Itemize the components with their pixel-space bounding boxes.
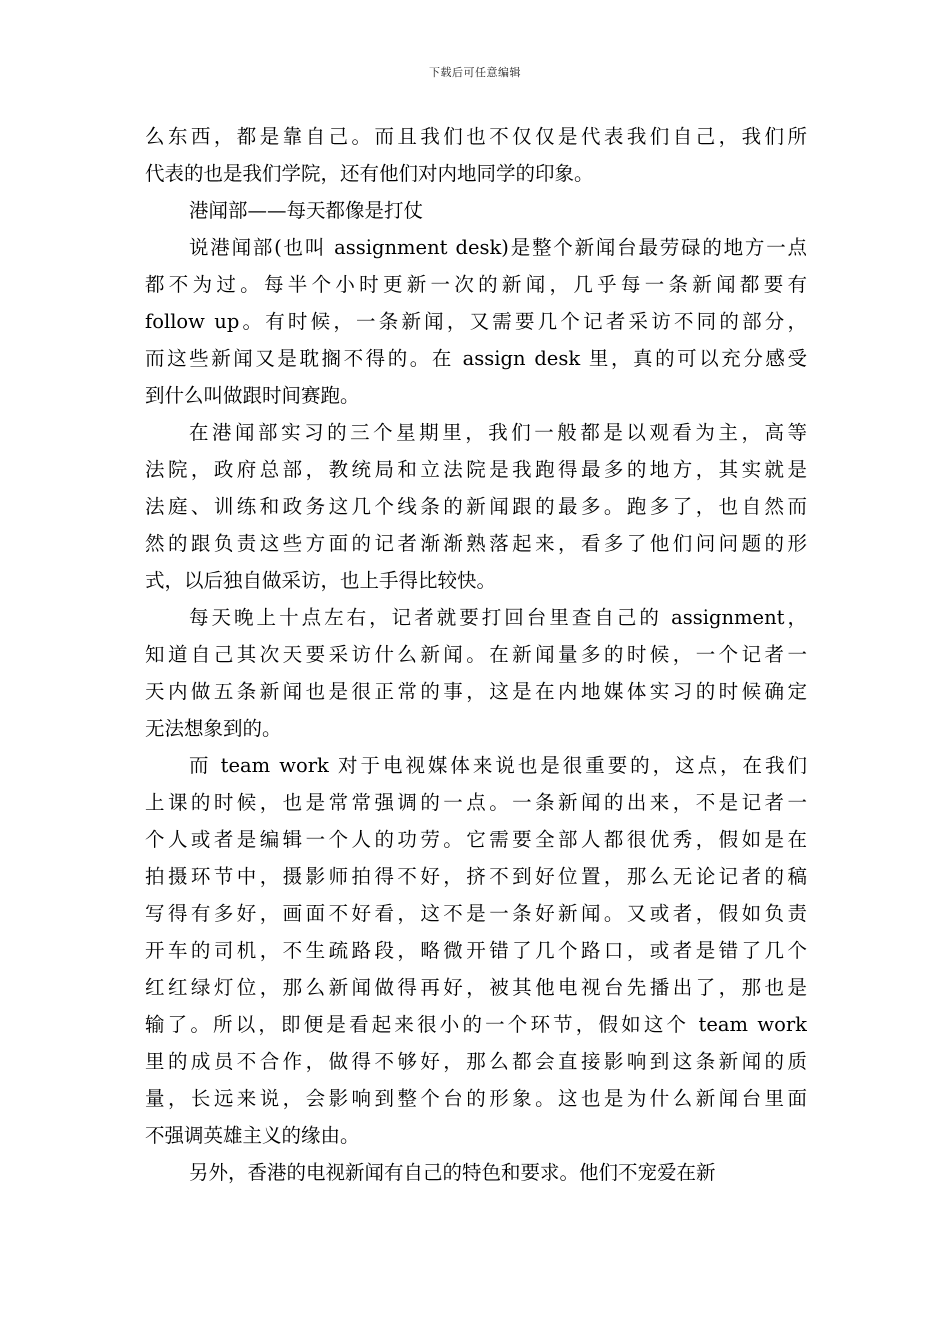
paragraph-line: 港闻部——每天都像是打仗 bbox=[189, 199, 424, 222]
paragraph-line: 然的跟负责这些方面的记者渐渐熟落起来，看多了他们问问题的形 bbox=[145, 532, 807, 555]
paragraph-line: 么东西，都是靠自己。而且我们也不仅仅是代表我们自己，我们所 bbox=[145, 125, 807, 148]
paragraph-line: 法庭、训练和政务这几个线条的新闻跟的最多。跑多了，也自然而 bbox=[145, 495, 807, 518]
paragraph bbox=[145, 414, 807, 599]
paragraph-line: 拍摄环节中，摄影师拍得不好，挤不到好位置，那么无论记者的稿 bbox=[145, 865, 807, 888]
paragraph-line: 开车的司机，不生疏路段，略微开错了几个路口，或者是错了几个 bbox=[145, 939, 807, 962]
paragraph-line: 法院，政府总部，教统局和立法院是我跑得最多的地方，其实就是 bbox=[145, 458, 807, 481]
paragraph-line: 代表的也是我们学院，还有他们对内地同学的印象。 bbox=[145, 162, 594, 185]
paragraph-line: 另外，香港的电视新闻有自己的特色和要求。他们不宠爱在新 bbox=[189, 1161, 716, 1184]
paragraph-line: 上课的时候，也是常常强调的一点。一条新闻的出来，不是记者一 bbox=[145, 791, 807, 814]
paragraph-line: 式，以后独自做采访，也上手得比较快。 bbox=[145, 569, 497, 592]
paragraph-line: 到什么叫做跟时间赛跑。 bbox=[145, 384, 360, 407]
paragraph-line: 说港闻部(也叫 assignment desk)是整个新闻台最劳碌的地方一点 bbox=[189, 236, 807, 259]
paragraph bbox=[145, 229, 807, 414]
paragraph-line: 里的成员不合作，做得不够好，那么都会直接影响到这条新闻的质 bbox=[145, 1050, 807, 1073]
paragraph-line: 不强调英雄主义的缘由。 bbox=[145, 1124, 360, 1147]
paragraph-line: 天内做五条新闻也是很正常的事，这是在内地媒体实习的时候确定 bbox=[145, 680, 807, 703]
paragraph bbox=[145, 599, 807, 747]
paragraph bbox=[145, 192, 807, 229]
paragraph-line: 在港闻部实习的三个星期里，我们一般都是以观看为主，高等 bbox=[189, 421, 807, 444]
paragraph bbox=[145, 1154, 807, 1191]
paragraph-line: 每天晚上十点左右，记者就要打回台里查自己的 assignment， bbox=[189, 606, 807, 629]
paragraph-line: 个人或者是编辑一个人的功劳。它需要全部人都很优秀，假如是在 bbox=[145, 828, 807, 851]
paragraph-line: 都不为过。每半个小时更新一次的新闻，几乎每一条新闻都要有 bbox=[145, 273, 807, 296]
paragraph-line: 而这些新闻又是耽搁不得的。在 assign desk 里，真的可以充分感受 bbox=[145, 347, 807, 370]
paragraph-line: 知道自己其次天要采访什么新闻。在新闻量多的时候，一个记者一 bbox=[145, 643, 807, 666]
paragraph-line: follow up。有时候，一条新闻，又需要几个记者采访不同的部分， bbox=[145, 310, 807, 333]
paragraph bbox=[145, 747, 807, 1154]
paragraph-line: 而 team work 对于电视媒体来说也是很重要的，这点，在我们 bbox=[189, 754, 807, 777]
paragraph-line: 无法想象到的。 bbox=[145, 717, 282, 740]
document-body bbox=[145, 118, 807, 1191]
page-header: 下载后可任意编辑 bbox=[429, 66, 521, 79]
paragraph-line: 量，长远来说，会影响到整个台的形象。这也是为什么新闻台里面 bbox=[145, 1087, 807, 1110]
paragraph-line: 写得有多好，画面不好看，这不是一条好新闻。又或者，假如负责 bbox=[145, 902, 807, 925]
paragraph-line: 输了。所以，即便是看起来很小的一个环节，假如这个 team work bbox=[145, 1013, 807, 1036]
paragraph-line: 红红绿灯位，那么新闻做得再好，被其他电视台先播出了，那也是 bbox=[145, 976, 807, 999]
paragraph bbox=[145, 118, 807, 192]
